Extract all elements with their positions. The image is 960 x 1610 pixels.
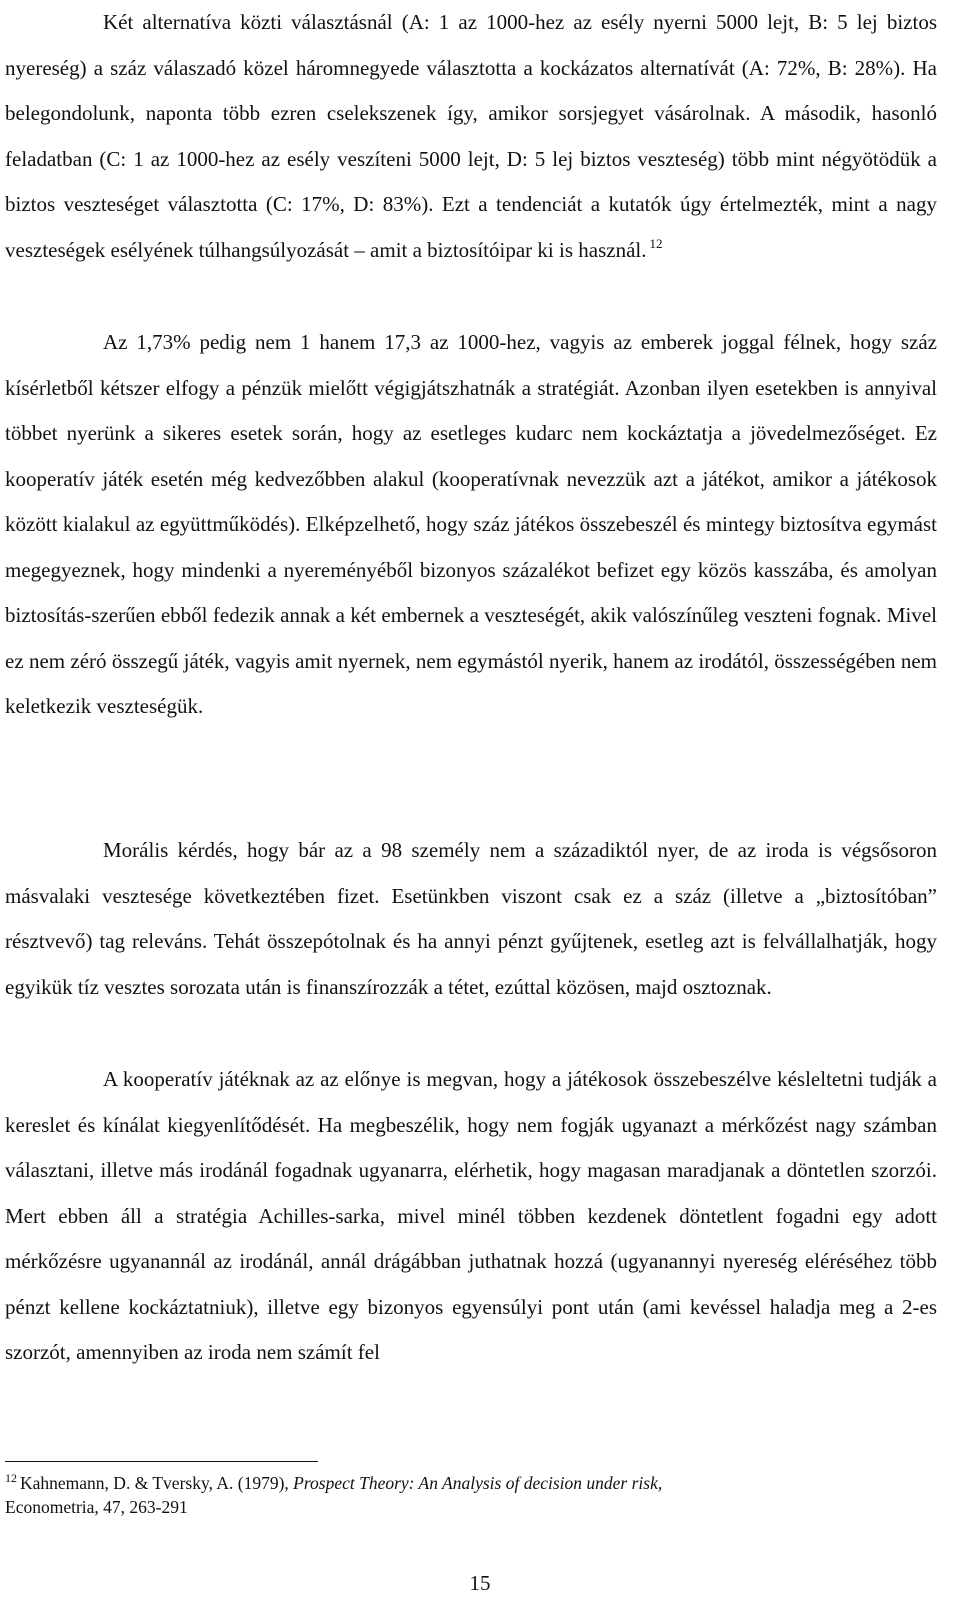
footnote-reference[interactable]: 12 bbox=[649, 235, 663, 251]
paragraph-4 bbox=[5, 1057, 937, 1376]
footnote-title: Prospect Theory: An Analysis of decision under risk, bbox=[293, 1473, 663, 1493]
paragraph-2 bbox=[5, 320, 937, 730]
footnote-number: 12 bbox=[5, 1471, 17, 1485]
page-number: 15 bbox=[469, 1571, 491, 1595]
footnote-separator bbox=[5, 1461, 318, 1462]
paragraph-3-text: Morális kérdés, hogy bár az a 98 személy nem a századiktól nyer, de az iroda is végsősoron másvalaki vesztesége következtében fizet. Esetünkben viszont csak ez a száz (illetve a „biztosítóban” résztvevő) tag releváns. Tehát összepótolnak és ha annyi pénzt gyűjtenek, esetleg azt is felvállalhatják, hogy egyikük tíz vesztes sorozata után is finanszírozzák a tétet, ezúttal közösen, majd osztoznak. bbox=[5, 838, 937, 999]
paragraph-3 bbox=[5, 828, 937, 1010]
footnote-authors: Kahnemann, D. & Tversky, A. (1979), bbox=[20, 1473, 289, 1493]
footnote bbox=[5, 1471, 935, 1519]
footnote-journal: Econometria, 47, 263-291 bbox=[5, 1497, 188, 1517]
paragraph-2-text: Az 1,73% pedig nem 1 hanem 17,3 az 1000-hez, vagyis az emberek joggal félnek, hogy száz kísérletből kétszer elfogy a pénzük mielőtt végigjátszhatnák a stratégiát. Azonban ilyen esetekben is annyival többet nyerünk a sikeres esetek során, hogy az esetleges kudarc nem kockáztatja a jövedelmezőséget. Ez kooperatív játék esetén még kedvezőbben alakul (kooperatívnak nevezzük azt a játékot, amikor a játékosok között kialakul az együttműködés). Elképzelhető, hogy száz játékos összebeszél és mintegy biztosítva egymást megegyeznek, hogy mindenki a nyereményéből bizonyos százalékot befizet egy közös kasszába, és amolyan biztosítás-szerűen ebből fedezik annak a két embernek a veszteségét, akik valószínűleg veszteni fognak. Mivel ez nem zéró összegű játék, vagyis amit nyernek, nem egymástól nyerik, hanem az irodától, összességében nem keletkezik veszteségük. bbox=[5, 330, 937, 718]
paragraph-1 bbox=[5, 0, 937, 273]
paragraph-4-text: A kooperatív játéknak az az előnye is megvan, hogy a játékosok összebeszélve késleltetni tudják a kereslet és kínálat kiegyenlítődését. Ha megbeszélik, hogy nem fogják ugyanazt a mérkőzést nagy számban választani, illetve más irodánál fogadnak ugyanarra, elérhetik, hogy magasan maradjanak a döntetlen szorzói. Mert ebben áll a stratégia Achilles-sarka, mivel minél többen kezdenek döntetlent fogadni egy adott mérkőzésre ugyanannál az irodánál, annál drágábban juthatnak hozzá (ugyanannyi nyereség eléréséhez több pénzt kellene kockáztatniuk), illetve egy bizonyos egyensúlyi pont után (ami kevéssel haladja meg a 2-es szorzót, amennyiben az iroda nem számít fel bbox=[5, 1067, 937, 1364]
paragraph-1-text: Két alternatíva közti választásnál (A: 1 az 1000-hez az esély nyerni 5000 lejt, B: 5 lej biztos nyereség) a száz válaszadó közel háromnegyede választotta a kockázatos alternatívát (A: 72%, B: 28%). Ha belegondolunk, naponta több ezren cselekszenek így, amikor sorsjegyet vásárolnak. A második, hasonló feladatban (C: 1 az 1000-hez az esély veszíteni 5000 lejt, D: 5 lej biztos veszteség) több mint négyötödük a biztos veszteséget választotta (C: 17%, D: 83%). Ezt a tendenciát a kutatók úgy értelmezték, mint a nagy veszteségek esélyének túlhangsúlyozását – amit a biztosítóipar ki is használ. bbox=[5, 10, 937, 262]
